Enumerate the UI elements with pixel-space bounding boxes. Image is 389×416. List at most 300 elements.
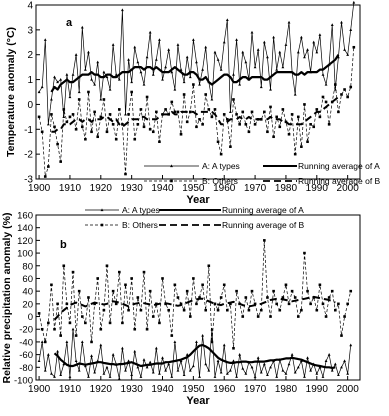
panel-b-precipitation xyxy=(1,205,360,407)
data-point xyxy=(214,375,217,378)
data-point xyxy=(272,135,275,138)
data-point xyxy=(109,375,112,378)
data-point xyxy=(201,334,204,337)
legend-label-a: A: A types xyxy=(202,161,240,171)
data-point xyxy=(340,21,343,24)
plot-frame xyxy=(36,5,360,179)
data-point xyxy=(183,93,186,96)
data-point xyxy=(59,334,62,337)
series-line-1 xyxy=(39,3,354,125)
y-tick-label: 100 xyxy=(17,248,33,260)
data-point xyxy=(44,175,47,178)
x-axis-title: Year xyxy=(186,395,210,407)
data-point xyxy=(331,369,334,372)
data-point xyxy=(266,56,269,59)
data-point xyxy=(210,98,213,101)
data-point xyxy=(109,88,112,91)
data-point xyxy=(251,111,254,114)
data-point xyxy=(316,309,319,312)
data-point xyxy=(143,271,146,274)
y-tick-label: 60 xyxy=(22,273,33,285)
data-point xyxy=(272,36,275,39)
data-point xyxy=(220,296,223,299)
data-point xyxy=(146,96,149,99)
data-point xyxy=(93,111,96,114)
data-point xyxy=(248,309,251,312)
data-point xyxy=(146,56,149,59)
data-point xyxy=(241,315,244,318)
data-point xyxy=(349,28,352,31)
data-point xyxy=(158,322,161,325)
data-point xyxy=(275,68,278,71)
data-point xyxy=(300,36,303,39)
data-point xyxy=(121,8,124,11)
data-point xyxy=(241,51,244,54)
series-line-3 xyxy=(39,47,354,176)
data-point xyxy=(164,66,167,69)
data-point xyxy=(53,126,56,129)
data-point xyxy=(269,88,272,91)
data-point xyxy=(59,78,62,81)
data-point xyxy=(306,356,309,359)
data-point xyxy=(217,58,220,61)
data-point xyxy=(177,296,180,299)
data-point xyxy=(220,68,223,71)
data-point xyxy=(186,290,189,293)
legend-label-ra: Running average of A xyxy=(298,161,380,171)
data-point xyxy=(238,123,241,126)
data-point xyxy=(266,373,269,376)
data-point xyxy=(56,350,59,353)
data-point xyxy=(343,315,346,318)
data-point xyxy=(47,165,50,168)
data-point xyxy=(44,369,47,372)
data-point xyxy=(297,315,300,318)
data-point xyxy=(192,38,195,41)
x-tick-label: 2000 xyxy=(336,384,359,395)
data-point xyxy=(81,126,84,129)
data-point xyxy=(62,264,65,267)
data-point xyxy=(352,1,355,4)
data-point xyxy=(257,48,260,51)
data-point xyxy=(288,133,291,136)
data-point xyxy=(106,366,109,369)
data-point xyxy=(340,93,343,96)
data-point xyxy=(238,83,241,86)
x-tick-label: 1990 xyxy=(305,384,328,395)
data-point xyxy=(109,322,112,325)
data-point xyxy=(257,356,260,359)
data-point xyxy=(50,98,53,101)
y-tick-label: -20 xyxy=(19,324,33,336)
data-point xyxy=(241,111,244,114)
legend-label-rb: Running average of B xyxy=(222,220,305,230)
data-point xyxy=(235,113,238,116)
data-point xyxy=(127,58,130,61)
data-point xyxy=(164,108,167,111)
data-point xyxy=(152,130,155,133)
data-point xyxy=(214,108,217,111)
data-point xyxy=(201,68,204,71)
y-axis-title: Relative precipitation anomaly (%) xyxy=(1,212,13,384)
y-tick-label: 1 xyxy=(27,75,33,87)
data-point xyxy=(38,359,41,362)
x-tick-label: 1950 xyxy=(182,384,205,395)
data-point xyxy=(334,309,337,312)
data-point xyxy=(121,322,124,325)
data-point xyxy=(349,86,352,89)
data-point xyxy=(214,303,217,306)
data-point xyxy=(322,375,325,378)
data-point xyxy=(124,284,127,287)
data-point xyxy=(241,367,244,370)
series-line-2 xyxy=(51,55,338,92)
data-point xyxy=(65,73,68,76)
data-point xyxy=(81,26,84,29)
data-point xyxy=(112,123,115,126)
data-point xyxy=(303,375,306,378)
data-point xyxy=(334,83,337,86)
legend-label-a: A: A types xyxy=(122,205,160,215)
data-point xyxy=(291,290,294,293)
data-point xyxy=(306,48,309,51)
y-axis-title: Temperature anomaly (°C) xyxy=(5,26,17,158)
data-point xyxy=(53,75,56,78)
data-point xyxy=(266,130,269,133)
panel-label: a xyxy=(66,17,73,29)
data-point xyxy=(127,113,130,116)
data-point xyxy=(207,369,210,372)
data-point xyxy=(152,73,155,76)
data-point xyxy=(272,290,275,293)
data-point xyxy=(303,252,306,255)
data-point xyxy=(220,371,223,374)
data-point xyxy=(309,303,312,306)
data-point xyxy=(328,296,331,299)
data-point xyxy=(278,126,281,129)
data-point xyxy=(238,353,241,356)
data-point xyxy=(349,290,352,293)
data-point xyxy=(75,128,78,131)
data-point xyxy=(149,361,152,364)
data-point xyxy=(198,118,201,121)
data-point xyxy=(130,277,133,280)
data-point xyxy=(254,66,257,69)
data-point xyxy=(66,303,69,306)
data-point xyxy=(78,90,81,93)
data-point xyxy=(99,343,102,346)
data-point xyxy=(340,334,343,337)
data-point xyxy=(337,373,340,376)
data-point xyxy=(155,111,158,114)
panel-label: b xyxy=(60,239,67,251)
data-point xyxy=(69,375,72,378)
data-point xyxy=(81,315,84,318)
data-point xyxy=(275,303,278,306)
data-point xyxy=(226,309,229,312)
data-point xyxy=(81,340,84,343)
data-point xyxy=(90,354,93,357)
legend-label-rb: Running average of B xyxy=(298,176,381,186)
data-point xyxy=(69,322,72,325)
data-point xyxy=(90,130,93,133)
data-point xyxy=(38,116,41,119)
data-point xyxy=(102,71,105,74)
data-point xyxy=(149,290,152,293)
data-point xyxy=(149,128,152,131)
data-point xyxy=(337,111,340,114)
data-point xyxy=(189,111,192,114)
series-line-1 xyxy=(39,329,351,379)
series-line-4 xyxy=(55,297,336,320)
data-point xyxy=(331,23,334,26)
data-point xyxy=(211,116,214,119)
y-tick-label: -40 xyxy=(19,337,33,349)
data-point xyxy=(343,359,346,362)
data-point xyxy=(140,309,143,312)
data-point xyxy=(146,328,149,331)
data-point xyxy=(109,113,112,116)
data-point xyxy=(282,108,285,111)
data-point xyxy=(127,309,130,312)
data-point xyxy=(164,369,167,372)
data-point xyxy=(254,375,257,378)
data-point xyxy=(306,290,309,293)
x-axis-title: Year xyxy=(186,194,210,206)
data-point xyxy=(309,369,312,372)
data-point xyxy=(232,347,235,350)
data-point xyxy=(59,160,62,163)
data-point xyxy=(285,284,288,287)
data-point xyxy=(87,375,90,378)
data-point xyxy=(297,51,300,54)
data-point xyxy=(312,41,315,44)
data-point xyxy=(294,93,297,96)
x-tick-label: 1920 xyxy=(89,183,112,194)
data-point xyxy=(167,48,170,51)
data-point xyxy=(198,83,201,86)
data-point xyxy=(87,51,90,54)
data-point xyxy=(297,116,300,119)
data-point xyxy=(41,328,44,331)
data-point xyxy=(152,315,155,318)
data-point xyxy=(325,83,328,86)
data-point xyxy=(346,372,349,375)
y-tick-label: 4 xyxy=(27,0,33,12)
data-point xyxy=(44,38,47,41)
data-point xyxy=(186,121,189,124)
data-point xyxy=(103,98,106,101)
data-point xyxy=(173,340,176,343)
data-point xyxy=(201,123,204,126)
y-tick-label: 40 xyxy=(22,286,33,298)
data-point xyxy=(294,153,297,156)
x-tick-label: 1940 xyxy=(151,183,174,194)
data-point xyxy=(143,358,146,361)
data-point xyxy=(288,363,291,366)
data-point xyxy=(275,375,278,378)
data-point xyxy=(334,363,337,366)
data-point xyxy=(41,340,44,343)
data-point xyxy=(244,61,247,64)
data-point xyxy=(322,96,325,99)
data-point xyxy=(269,106,272,109)
data-point xyxy=(223,284,226,287)
data-point xyxy=(303,56,306,59)
data-point xyxy=(245,296,248,299)
data-point xyxy=(96,135,99,138)
data-point xyxy=(322,303,325,306)
data-point xyxy=(195,340,198,343)
data-point xyxy=(232,98,235,101)
data-point xyxy=(158,140,161,143)
data-point xyxy=(346,96,349,99)
data-point xyxy=(90,341,93,344)
data-point xyxy=(281,66,284,69)
data-point xyxy=(152,371,155,374)
data-point xyxy=(50,372,53,375)
data-point xyxy=(291,353,294,356)
data-point xyxy=(223,113,226,116)
data-point xyxy=(248,130,251,133)
data-point xyxy=(56,143,59,146)
data-point xyxy=(140,375,143,378)
data-point xyxy=(72,73,75,76)
legend-marker-b xyxy=(101,224,104,227)
data-point xyxy=(170,101,173,104)
x-tick-label: 1900 xyxy=(27,183,51,194)
data-point xyxy=(62,108,65,111)
data-point xyxy=(353,46,356,49)
data-point xyxy=(288,21,291,24)
data-point xyxy=(183,309,186,312)
data-point xyxy=(266,296,269,299)
data-point xyxy=(263,363,266,366)
data-point xyxy=(136,61,139,64)
x-tick-label: 2000 xyxy=(336,183,359,194)
data-point xyxy=(285,43,288,46)
data-point xyxy=(201,284,204,287)
data-point xyxy=(158,38,161,41)
data-point xyxy=(260,85,263,88)
data-point xyxy=(189,75,192,78)
data-point xyxy=(121,347,124,350)
data-point xyxy=(346,303,349,306)
legend-label-b: B: Others xyxy=(122,220,158,230)
data-point xyxy=(103,309,106,312)
data-point xyxy=(204,93,207,96)
legend-label-b: B: Others xyxy=(202,176,238,186)
data-point xyxy=(278,309,281,312)
data-point xyxy=(300,309,303,312)
x-tick-label: 1940 xyxy=(151,384,174,395)
data-point xyxy=(174,284,177,287)
data-point xyxy=(257,315,260,318)
data-point xyxy=(87,91,90,94)
legend-marker-b xyxy=(170,180,173,183)
data-point xyxy=(59,373,62,376)
data-point xyxy=(84,138,87,141)
data-point xyxy=(260,371,263,374)
data-point xyxy=(100,328,103,331)
data-point xyxy=(170,334,173,337)
data-point xyxy=(254,123,257,126)
legend-label-ra: Running average of A xyxy=(222,205,304,215)
y-tick-label: 3 xyxy=(27,25,33,37)
data-point xyxy=(294,296,297,299)
series-line-3 xyxy=(39,240,351,348)
data-point xyxy=(96,277,99,280)
y-tick-label: 2 xyxy=(27,50,33,62)
data-point xyxy=(118,271,121,274)
data-point xyxy=(130,80,133,83)
data-point xyxy=(198,375,201,378)
data-point xyxy=(75,334,78,337)
x-tick-label: 1930 xyxy=(120,183,143,194)
data-point xyxy=(78,290,81,293)
x-tick-label: 1950 xyxy=(182,183,205,194)
data-point xyxy=(140,108,143,111)
data-point xyxy=(235,375,238,378)
y-tick-label: -3 xyxy=(24,174,33,186)
data-point xyxy=(195,303,198,306)
data-point xyxy=(263,111,266,114)
data-point xyxy=(66,121,69,124)
data-point xyxy=(232,73,235,76)
data-point xyxy=(319,284,322,287)
data-point xyxy=(192,83,195,86)
y-tick-label: 0 xyxy=(27,312,33,324)
y-tick-label: -100 xyxy=(13,375,33,387)
data-point xyxy=(177,369,180,372)
data-point xyxy=(137,296,140,299)
y-tick-label: 80 xyxy=(22,261,33,273)
data-point xyxy=(319,116,322,119)
data-point xyxy=(315,51,318,54)
data-point xyxy=(183,373,186,376)
data-point xyxy=(223,343,226,346)
data-point xyxy=(288,303,291,306)
data-point xyxy=(303,103,306,106)
y-tick-label: -2 xyxy=(24,149,33,161)
data-point xyxy=(137,123,140,126)
data-point xyxy=(291,113,294,116)
y-tick-label: 120 xyxy=(17,235,33,247)
data-point xyxy=(229,110,232,113)
data-point xyxy=(204,46,207,49)
y-tick-label: 20 xyxy=(22,299,33,311)
data-point xyxy=(235,290,238,293)
data-point xyxy=(115,138,118,141)
data-point xyxy=(170,375,173,378)
data-point xyxy=(140,71,143,74)
x-tick-label: 1980 xyxy=(274,183,298,194)
data-point xyxy=(75,359,78,362)
data-point xyxy=(281,369,284,372)
x-tick-label: 1910 xyxy=(58,183,82,194)
data-point xyxy=(251,290,254,293)
data-point xyxy=(325,101,328,104)
data-point xyxy=(124,173,127,176)
data-point xyxy=(84,322,87,325)
data-point xyxy=(75,53,78,56)
y-tick-label: -60 xyxy=(19,350,33,362)
data-point xyxy=(124,369,127,372)
data-point xyxy=(130,373,133,376)
data-point xyxy=(322,73,325,76)
x-tick-label: 1930 xyxy=(120,384,143,395)
data-point xyxy=(143,126,146,129)
